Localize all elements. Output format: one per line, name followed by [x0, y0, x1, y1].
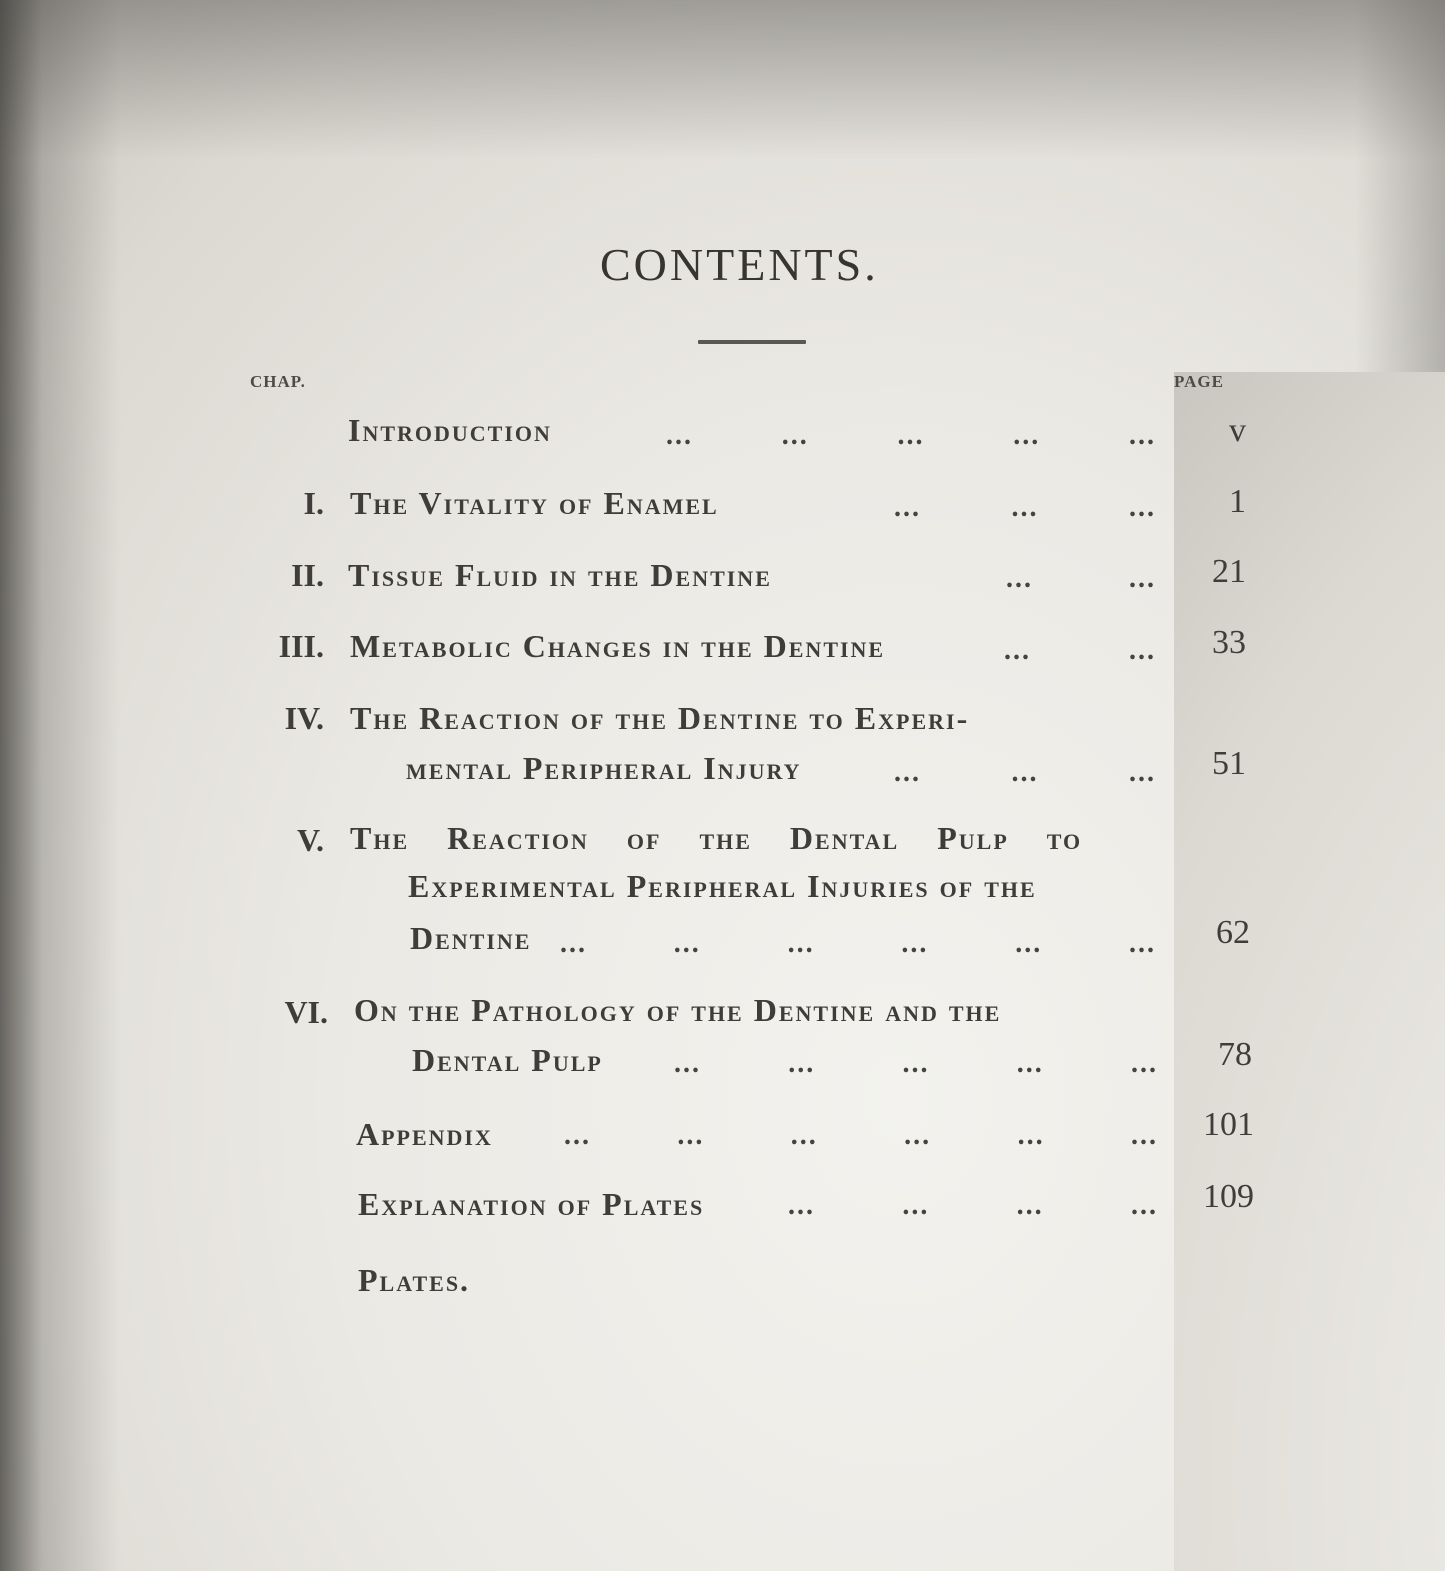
entry-title-line-3: Dentine: [410, 920, 532, 956]
toc-entry-chapter-6[interactable]: [354, 992, 1001, 1036]
leader-dots: ... ...: [1006, 563, 1156, 594]
chapter-numeral: I.: [303, 485, 324, 521]
leader-dots: ... ... ... ...: [788, 1190, 1158, 1221]
entry-title: Explanation of Plates: [358, 1186, 705, 1222]
entry-title: Plates.: [358, 1262, 471, 1298]
toc-entry-appendix[interactable]: [356, 1116, 493, 1160]
leader-dots: ... ... ... ... ... ...: [564, 1120, 1158, 1151]
page-number: 109: [1203, 1178, 1254, 1215]
toc-entry-introduction[interactable]: [348, 412, 552, 456]
toc-entry-chapter-4[interactable]: [350, 700, 1156, 744]
leader-dots: ... ...: [1004, 635, 1156, 666]
leader-dots: ... ... ... ... ...: [666, 420, 1156, 451]
entry-title: Introduction: [348, 412, 552, 448]
entry-title: Tissue Fluid in the Dentine: [348, 557, 772, 593]
page-number: 1: [1229, 483, 1246, 520]
page-number: 21: [1212, 553, 1246, 590]
leader-dots: ... ... ... ... ...: [674, 1048, 1158, 1079]
entry-title-line-1: On the Pathology of the Dentine and the: [354, 992, 1002, 1028]
entry-title-line-1: The Reaction of the Dentine to Experi-: [350, 700, 970, 736]
toc-entry-chapter-4-continued: [406, 750, 802, 794]
toc-entry-chapter-6-continued: [412, 1042, 603, 1086]
chapter-numeral: II.: [291, 557, 324, 593]
toc-entry-plates[interactable]: [358, 1262, 470, 1306]
page-number: 33: [1212, 624, 1246, 661]
entry-title-line-2: Dental Pulp: [412, 1042, 603, 1078]
chapter-numeral: V.: [297, 822, 324, 858]
page-title: CONTENTS.: [600, 239, 879, 290]
toc-entry-chapter-2[interactable]: [348, 557, 772, 601]
chapter-numeral: IV.: [284, 700, 324, 736]
chapter-numeral: III.: [278, 628, 324, 664]
chap-column-header: CHAP.: [250, 372, 306, 391]
page-shadow-left: [0, 0, 120, 1571]
entry-title-line-2: Experimental Peripheral Injuries of the: [408, 868, 1037, 904]
toc-entry-chapter-1[interactable]: [350, 485, 719, 529]
entry-title: Appendix: [356, 1116, 493, 1152]
toc-entry-chapter-5-continued-2: [410, 920, 531, 964]
leader-dots: ... ... ...: [894, 757, 1156, 788]
toc-entry-chapter-3[interactable]: [350, 628, 885, 672]
page-column-header: PAGE: [1174, 372, 1445, 1571]
page-number: 78: [1218, 1036, 1252, 1073]
entry-title: Metabolic Changes in the Dentine: [350, 628, 886, 664]
chapter-numeral: VI.: [284, 994, 328, 1030]
entry-title: The Vitality of Enamel: [350, 485, 719, 521]
page-number: v: [1229, 412, 1246, 449]
leader-dots: ... ... ... ... ... ...: [560, 928, 1156, 959]
leader-dots: ... ... ...: [894, 492, 1156, 523]
toc-entry-explanation-of-plates[interactable]: [358, 1186, 704, 1230]
entry-title-line-2: mental Peripheral Injury: [406, 750, 802, 786]
page-number: 101: [1203, 1106, 1254, 1143]
toc-entry-chapter-5[interactable]: [350, 820, 1082, 864]
page-number: 51: [1212, 745, 1246, 782]
toc-entry-chapter-5-continued: [408, 868, 1037, 912]
page-shadow-top: [0, 0, 1445, 160]
title-rule: [698, 340, 806, 344]
entry-title-line-1: The Reaction of the Dental Pulp to: [350, 820, 1083, 856]
page-number: 62: [1216, 914, 1250, 951]
